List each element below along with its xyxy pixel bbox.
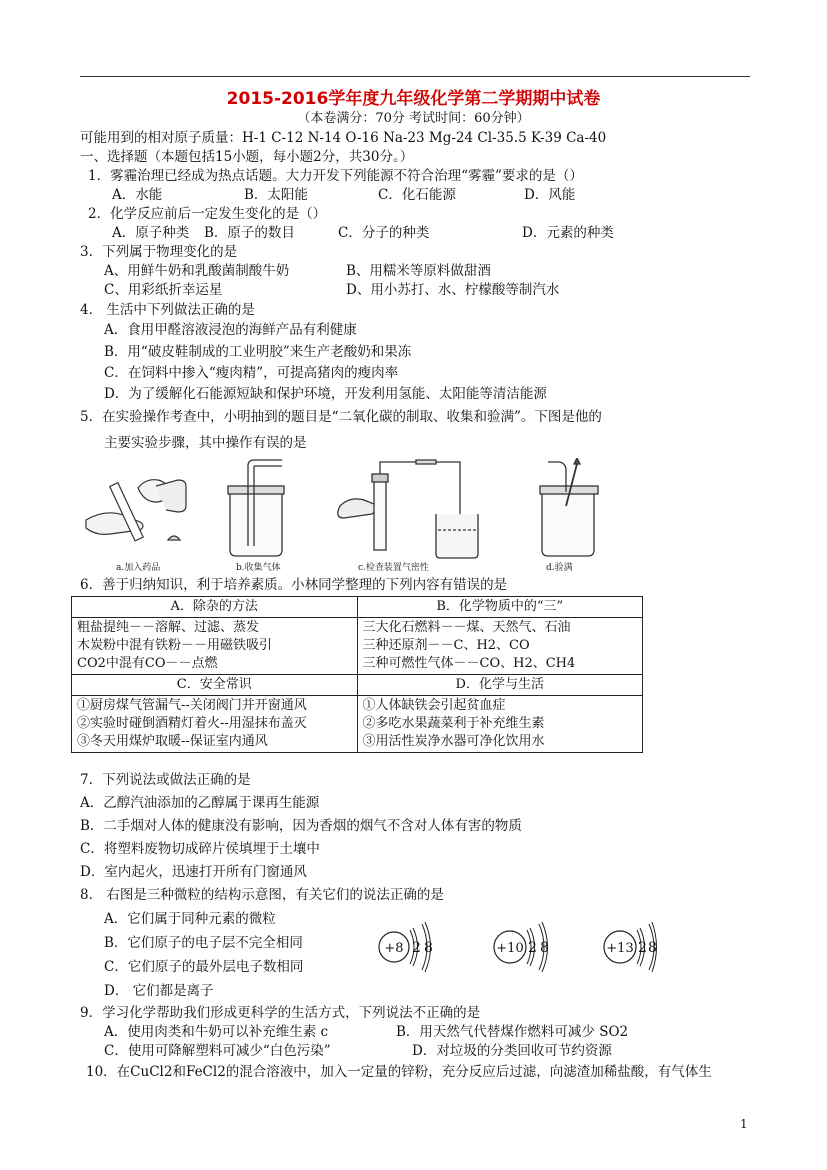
q6-head-a: A．除杂的方法 <box>72 597 358 618</box>
exam-subtitle: （本卷满分：70分 考试时间：60分钟） <box>297 111 530 126</box>
q2-option-b: B．原子的数目 <box>204 225 295 241</box>
q1-option-d: D．风能 <box>524 187 576 203</box>
q8-option-b: B．它们原子的电子层不完全相同 <box>104 935 303 951</box>
q6-stem: 6．善于归纳知识，利于培养素质。小林同学整理的下列内容有错误的是 <box>80 577 508 593</box>
q6-a-line: 粗盐提纯－－溶解、过滤、蒸发 <box>77 620 260 635</box>
q6-c-line: ①厨房煤气管漏气--关闭阀门并开窗通风 <box>77 698 307 713</box>
q6-head-c: C．安全常识 <box>72 675 358 696</box>
figure-b-gas-jar <box>228 460 284 556</box>
electron-count-shell-1: 2 <box>638 940 647 956</box>
q6-d-line: ②多吃水果蔬菜利于补充维生素 <box>362 716 545 731</box>
q2-option-c: C．分子的种类 <box>338 225 430 241</box>
q6-b-line: 三种还原剂－－C、H2、CO <box>362 638 530 653</box>
particle-diagram-3 <box>604 922 657 972</box>
q1-option-a: A．水能 <box>112 187 163 203</box>
q9-option-b: B．用天然气代替煤作燃料可减少 SO2 <box>396 1024 629 1040</box>
q6-a-line: 木炭粉中混有铁粉－－用磁铁吸引 <box>77 638 273 653</box>
header-rule <box>80 76 750 77</box>
q2-option-d: D．元素的种类 <box>522 225 614 241</box>
q6-d-line: ③用活性炭净水器可净化饮用水 <box>362 734 545 749</box>
figure-d-check-full <box>540 458 598 556</box>
electron-count-shell-1: 2 <box>412 940 421 956</box>
figure-a-adding-reagent <box>86 480 186 541</box>
q7-option-a: A．乙醇汽油添加的乙醇属于课再生能源 <box>80 795 320 811</box>
q5-experiment-figure <box>78 458 618 573</box>
atomic-masses: 可能用到的相对原子质量：H-1 C-12 N-14 O-16 Na-23 Mg-24 Cl-35.5 K-39 Ca-40 <box>80 130 607 146</box>
nucleus-charge: +13 <box>606 941 634 956</box>
q9-option-d: D．对垃圾的分类回收可节约资源 <box>412 1043 612 1059</box>
q7-option-d: D．室内起火，迅速打开所有门窗通风 <box>80 864 307 880</box>
q4-option-c: C．在饲料中掺入“瘦肉精”，可提高猪肉的瘦肉率 <box>104 365 399 381</box>
q4-option-b: B．用“破皮鞋制成的工业明胶”来生产老酸奶和果冻 <box>104 344 412 360</box>
q4-option-d: D．为了缓解化石能源短缺和保护环境，开发利用氢能、太阳能等清洁能源 <box>104 386 547 402</box>
q6-summary-table <box>71 596 643 753</box>
q6-c-line: ③冬天用煤炉取暖--保证室内通风 <box>77 734 268 749</box>
q6-b-line: 三种可燃性气体－－CO、H2、CH4 <box>362 656 576 671</box>
q2-option-a: A．原子种类 <box>112 225 190 241</box>
q1-option-b: B．太阳能 <box>244 187 308 203</box>
q6-a-line: CO2中混有CO－－点燃 <box>77 656 218 671</box>
caption-c: c.检查装置气密性 <box>358 563 429 573</box>
q9-option-c: C．使用可降解塑料可减少“白色污染” <box>104 1043 331 1059</box>
q6-head-b: B．化学物质中的“三” <box>357 597 643 618</box>
q8-option-c: C．它们原子的最外层电子数相同 <box>104 959 304 975</box>
electron-count-shell-1: 2 <box>528 940 537 956</box>
nucleus-charge: +10 <box>496 941 524 956</box>
q8-option-d: D． 它们都是离子 <box>104 983 214 999</box>
q1-option-c: C．化石能源 <box>378 187 456 203</box>
q6-cell-a <box>72 618 358 675</box>
caption-a: a.加入药品 <box>116 563 161 573</box>
q7-option-b: B．二手烟对人体的健康没有影响，因为香烟的烟气不含对人体有害的物质 <box>80 818 522 834</box>
q9-stem: 9．学习化学帮助我们形成更科学的生活方式，下列说法不正确的是 <box>80 1005 481 1021</box>
figure-c-airtightness <box>338 460 478 558</box>
q3-option-b: B、用糯米等原料做甜酒 <box>346 263 491 279</box>
q3-option-c: C、用彩纸折幸运星 <box>104 282 223 298</box>
caption-b: b.收集气体 <box>236 563 281 573</box>
q10-stem: 10．在CuCl2和FeCl2的混合溶液中，加入一定量的锌粉，充分反应后过滤，向滤渣加稀盐酸，有气体生 <box>86 1064 712 1080</box>
q3-option-d: D、用小苏打、水、柠檬酸等制汽水 <box>346 282 560 298</box>
q3-stem: 3．下列属于物理变化的是 <box>80 244 238 260</box>
exam-title: 2015-2016学年度九年级化学第二学期期中试卷 <box>226 89 601 109</box>
nucleus-charge: +8 <box>384 941 404 956</box>
q8-particle-diagrams <box>372 912 662 982</box>
q8-stem: 8． 右图是三种微粒的结构示意图，有关它们的说法正确的是 <box>80 887 444 903</box>
electron-count-shell-2: 8 <box>648 940 657 956</box>
q3-option-a: A、用鲜牛奶和乳酸菌制酸牛奶 <box>104 263 290 279</box>
particle-diagram-1 <box>379 922 433 972</box>
q4-option-a: A．食用甲醛溶液浸泡的海鲜产品有利健康 <box>104 322 357 338</box>
q5-stem-line1: 5．在实验操作考查中，小明抽到的题目是“二氧化碳的制取、收集和验满”。下图是他的 <box>80 409 602 425</box>
electron-count-shell-2: 8 <box>424 940 433 956</box>
q6-b-line: 三大化石燃料－－煤、天然气、石油 <box>362 620 571 635</box>
q6-cell-d <box>357 696 643 753</box>
section-heading: 一、选择题（本题包括15小题，每小题2分，共30分。） <box>80 149 414 165</box>
q5-stem-line2: 主要实验步骤，其中操作有误的是 <box>104 435 307 451</box>
q6-head-d: D．化学与生活 <box>357 675 643 696</box>
q6-d-line: ①人体缺铁会引起贫血症 <box>362 698 506 713</box>
electron-count-shell-2: 8 <box>540 940 549 956</box>
q2-stem: 2．化学反应前后一定发生变化的是（） <box>88 206 327 222</box>
q7-option-c: C．将塑料废物切成碎片侯填埋于土壤中 <box>80 841 320 857</box>
particle-diagram-2 <box>494 922 549 972</box>
caption-d: d.验满 <box>546 563 573 573</box>
q4-stem: 4． 生活中下列做法正确的是 <box>80 302 255 318</box>
q6-c-line: ②实验时碰倒酒精灯着火--用湿抹布盖灭 <box>77 716 307 731</box>
q1-stem: 1．雾霾治理已经成为热点话题。大力开发下列能源不符合治理“雾霾”要求的是（） <box>88 168 583 184</box>
q6-cell-b <box>357 618 643 675</box>
q8-option-a: A．它们属于同种元素的微粒 <box>104 911 276 927</box>
q9-option-a: A．使用肉类和牛奶可以补充维生素 c <box>104 1024 329 1040</box>
page-number: 1 <box>740 1117 748 1131</box>
q7-stem: 7．下列说法或做法正确的是 <box>80 772 251 788</box>
q6-cell-c <box>72 696 358 753</box>
